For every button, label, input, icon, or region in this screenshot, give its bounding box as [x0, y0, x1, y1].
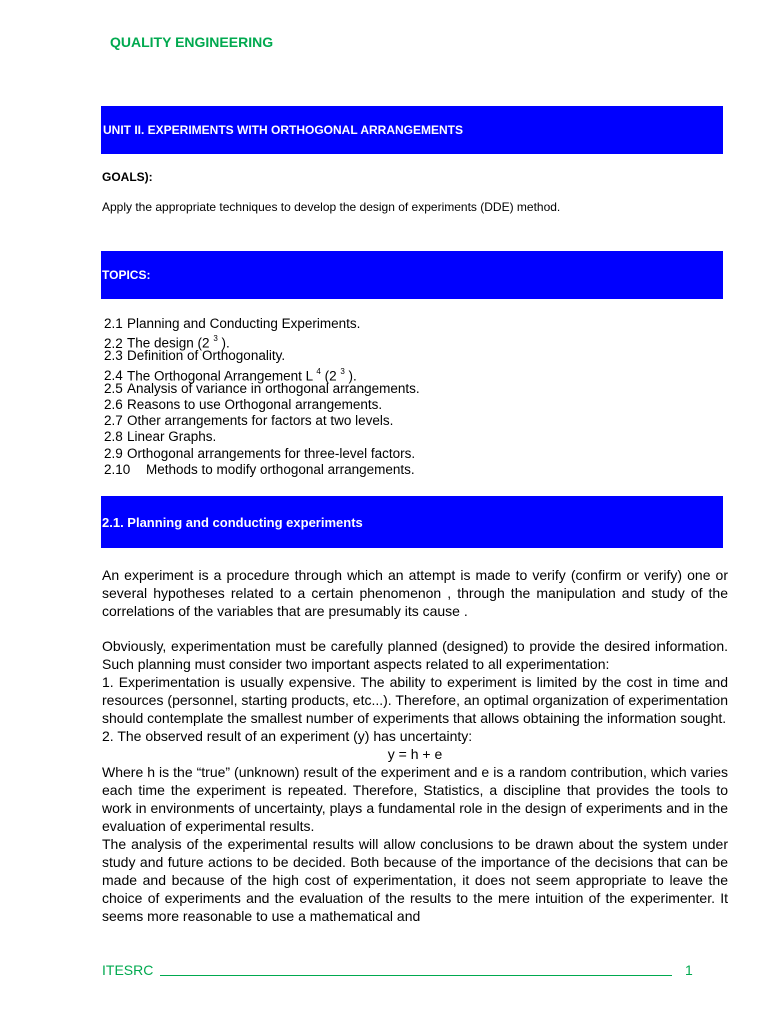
- topic-text: Definition of Orthogonality.: [127, 348, 286, 364]
- paragraph: An experiment is a procedure through which an attempt is made to verify (confirm or verify) one or several hypotheses related to a certain phenomenon , through the manipulation and study of the correlations of the variables that are presumably its cause .: [102, 567, 728, 619]
- topic-number: 2.4: [104, 368, 123, 384]
- topic-item: [104, 446, 420, 462]
- topic-text: The design (2: [127, 335, 214, 351]
- topic-text: Methods to modify orthogonal arrangements.: [146, 461, 415, 477]
- paragraph: Obviously, experimentation must be carefully planned (designed) to provide the desired information. Such planning must consider two important aspects related to all experimentation:: [102, 638, 728, 672]
- topic-item: [104, 381, 420, 397]
- topic-text: Linear Graphs.: [127, 429, 217, 445]
- topic-text: Analysis of variance in orthogonal arrangements.: [127, 380, 420, 396]
- topic-item: [104, 462, 420, 478]
- topic-text: The Orthogonal Arrangement L: [127, 368, 317, 384]
- topic-text-end: ).: [217, 335, 230, 351]
- topic-item: [104, 332, 420, 351]
- paragraph: 1. Experimentation is usually expensive. The ability to experiment is limited by the cost in time and resources (personnel, starting products, etc...). Therefore, an optimal organization of experimentation should contemplate the smallest number of experiments that allows obtaining the information sought.: [102, 674, 728, 726]
- unit-banner-text: UNIT II. EXPERIMENTS WITH ORTHOGONAL ARRANGEMENTS: [103, 123, 464, 137]
- goals-text: Apply the appropriate techniques to develop the design of experiments (DDE) method.: [102, 200, 561, 214]
- topic-number: 2.6: [104, 396, 123, 412]
- body-main-text: [102, 637, 728, 925]
- topic-item: [104, 413, 420, 429]
- topic-text: Orthogonal arrangements for three-level factors.: [127, 445, 416, 461]
- topic-item: [104, 429, 420, 445]
- topics-banner-text: TOPICS:: [102, 268, 151, 282]
- topic-number: 2.8: [104, 429, 123, 445]
- footer-page-number: 1: [685, 962, 693, 978]
- topic-number: 2.10: [104, 461, 131, 477]
- paragraph: The analysis of the experimental results will allow conclusions to be drawn about the system under study and future actions to be decided. Both because of the importance of the decisions that can be made and because of the high cost of experimentation, it does not seem appropriate to leave the choice of experiments and the evaluation of the results to the mere intuition of the experimenter. It seems more reasonable to use a mathematical and: [102, 836, 728, 924]
- document-header-title: QUALITY ENGINEERING: [110, 34, 274, 50]
- body-paragraph-intro: [102, 566, 728, 620]
- topic-text: Reasons to use Orthogonal arrangements.: [127, 396, 383, 412]
- goals-label: GOALS):: [102, 170, 153, 184]
- topic-number: 2.3: [104, 348, 123, 364]
- topic-item: [104, 365, 420, 384]
- topic-number: 2.9: [104, 445, 123, 461]
- topic-text-end: ).: [344, 368, 357, 384]
- topic-item: [104, 348, 420, 364]
- topic-number: 2.1: [104, 316, 123, 331]
- unit-banner: [101, 106, 723, 154]
- footer-institution: ITESRC: [102, 962, 154, 978]
- section-banner: [101, 496, 723, 548]
- topic-item: [104, 397, 420, 413]
- topic-item: [104, 316, 420, 332]
- topics-list: [104, 316, 420, 478]
- topic-number: 2.7: [104, 413, 123, 429]
- paragraph: 2. The observed result of an experiment (y) has uncertainty:: [102, 728, 473, 744]
- topic-superscript: 3: [213, 334, 218, 344]
- topic-superscript: 3: [340, 366, 345, 376]
- footer-rule: [160, 975, 672, 976]
- equation: y = h + e: [387, 746, 443, 762]
- section-banner-text: 2.1. Planning and conducting experiments: [102, 514, 363, 530]
- topic-superscript: 4: [316, 366, 321, 376]
- topic-number: 2.5: [104, 380, 123, 396]
- topic-text: Other arrangements for factors at two levels.: [127, 413, 394, 429]
- topic-number: 2.2: [104, 335, 123, 351]
- topic-text-mid: (2: [320, 368, 341, 384]
- topics-banner: [101, 251, 723, 299]
- paragraph: Where h is the “true” (unknown) result of the experiment and e is a random contribution, which varies each time the experiment is repeated. Therefore, Statistics, a discipline that provides the tools to work in environments of uncertainty, plays a fundamental role in the design of experiments and in the evaluation of experimental results.: [102, 764, 728, 834]
- topic-text: Planning and Conducting Experiments.: [127, 316, 361, 331]
